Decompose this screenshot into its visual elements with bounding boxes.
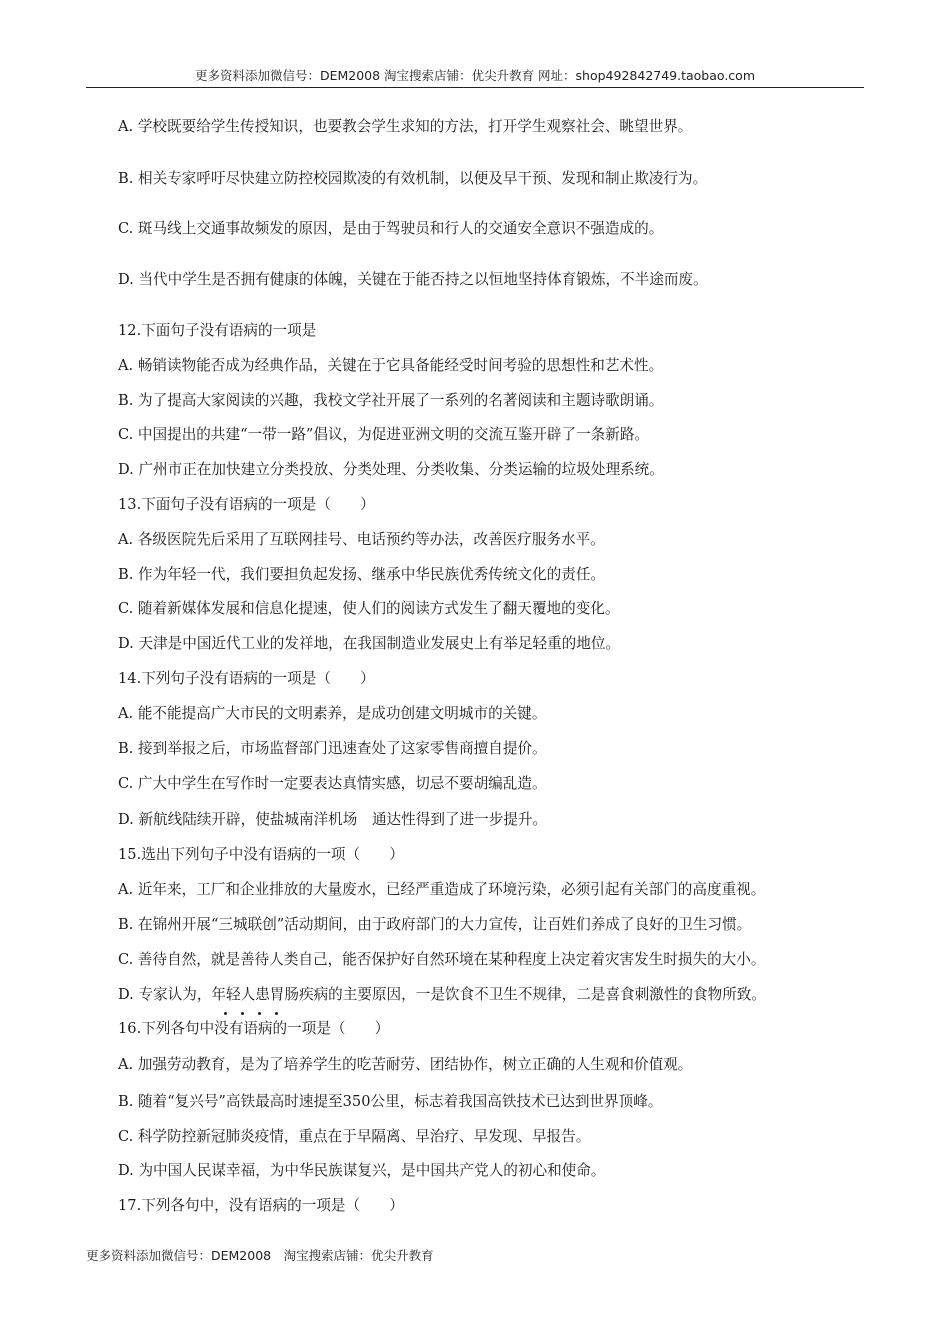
q15-option-c: C. 善待自然，就是善待人类自己，能否保护好自然环境在某种程度上决定着灾害发生时损失的大小。: [118, 951, 766, 968]
q16-option-c: C. 科学防控新冠肺炎疫情，重点在于早隔离、早治疗、早发现、早报告。: [118, 1128, 591, 1145]
q11-option-c: C. 斑马线上交通事故频发的原因，是由于驾驶员和行人的交通安全意识不强造成的。: [118, 220, 664, 237]
q14-option-a: A. 能不能提高广大市民的文明素养，是成功创建文明城市的关键。: [118, 705, 547, 722]
q15-option-d: D. 专家认为，年轻人患胃肠疾病的主要原因，一是饮食不卫生不规律，二是喜食刺激性的食物所致。: [118, 986, 766, 1003]
q14-option-b: B. 接到举报之后，市场监督部门迅速查处了这家零售商擅自提价。: [118, 740, 547, 757]
page-footer: 更多资料添加微信号：DEM2008 淘宝搜索店铺：优尖升教育: [86, 1248, 434, 1263]
q12-option-d: D. 广州市正在加快建立分类投放、分类处理、分类收集、分类运输的垃圾处理系统。: [118, 461, 664, 478]
q12-option-c: C. 中国提出的共建“一带一路”倡议，为促进亚洲文明的交流互鉴开辟了一条新路。: [118, 426, 650, 443]
q11-option-b: B. 相关专家呼吁尽快建立防控校园欺凌的有效机制，以便及早干预、发现和制止欺凌行为。: [118, 170, 708, 187]
header-divider: [86, 87, 864, 88]
emphasis-dot: [241, 1012, 244, 1015]
emphasis-dot: [224, 1012, 227, 1015]
q13-option-a: A. 各级医院先后采用了互联网挂号、电话预约等办法，改善医疗服务水平。: [118, 531, 605, 548]
page-header: 更多资料添加微信号：DEM2008 淘宝搜索店铺：优尖升教育 网址：shop492842749.taobao.com: [194, 68, 756, 83]
q16-option-d: D. 为中国人民谋幸福，为中华民族谋复兴，是中国共产党人的初心和使命。: [118, 1162, 606, 1179]
q13-option-c: C. 随着新媒体发展和信息化提速，使人们的阅读方式发生了翻天覆地的变化。: [118, 600, 620, 617]
q17-stem: 17.下列各句中，没有语病的一项是（ ）: [118, 1197, 404, 1214]
emphasis-dot: [275, 1012, 278, 1015]
q13-option-b: B. 作为年轻一代，我们要担负起发扬、继承中华民族优秀传统文化的责任。: [118, 566, 606, 583]
q12-option-a: A. 畅销读物能否成为经典作品，关键在于它具备能经受时间考验的思想性和艺术性。: [118, 357, 664, 374]
q14-stem: 14.下列句子没有语病的一项是（ ）: [118, 670, 375, 687]
q15-option-b: B. 在锦州开展“三城联创”活动期间，由于政府部门的大力宣传，让百姓们养成了良好的卫生习惯。: [118, 916, 752, 933]
emphasis-dot: [258, 1012, 261, 1015]
q14-option-d: D. 新航线陆续开辟，使盐城南洋机场 通达性得到了进一步提升。: [118, 811, 548, 828]
q11-option-a: A. 学校既要给学生传授知识，也要教会学生求知的方法，打开学生观察社会、眺望世界。: [118, 118, 693, 135]
q12-stem: 12.下面句子没有语病的一项是: [118, 322, 317, 339]
q11-option-d: D. 当代中学生是否拥有健康的体魄，关键在于能否持之以恒地坚持体育锻炼，不半途而废。: [118, 271, 708, 288]
q16-option-a: A. 加强劳动教育，是为了培养学生的吃苦耐劳、团结协作，树立正确的人生观和价值观。: [118, 1056, 693, 1073]
q15-stem: 15.选出下列句子中没有语病的一项（ ）: [118, 846, 404, 863]
q16-stem: 16.下列各句中没有语病的一项是（ ）: [118, 1020, 390, 1037]
q13-stem: 13.下面句子没有语病的一项是（ ）: [118, 496, 375, 513]
q13-option-d: D. 天津是中国近代工业的发祥地，在我国制造业发展史上有举足轻重的地位。: [118, 635, 621, 652]
q15-option-a: A. 近年来，工厂和企业排放的大量废水，已经严重造成了环境污染，必须引起有关部门的高度重视。: [118, 881, 766, 898]
q16-option-b: B. 随着“复兴号”高铁最高时速提至350公里，标志着我国高铁技术已达到世界顶峰。: [118, 1093, 663, 1110]
emphasis-dots: [220, 1010, 300, 1018]
q14-option-c: C. 广大中学生在写作时一定要表达真情实感，切忌不要胡编乱造。: [118, 775, 547, 792]
q12-option-b: B. 为了提高大家阅读的兴趣，我校文学社开展了一系列的名著阅读和主题诗歌朗诵。: [118, 392, 664, 409]
